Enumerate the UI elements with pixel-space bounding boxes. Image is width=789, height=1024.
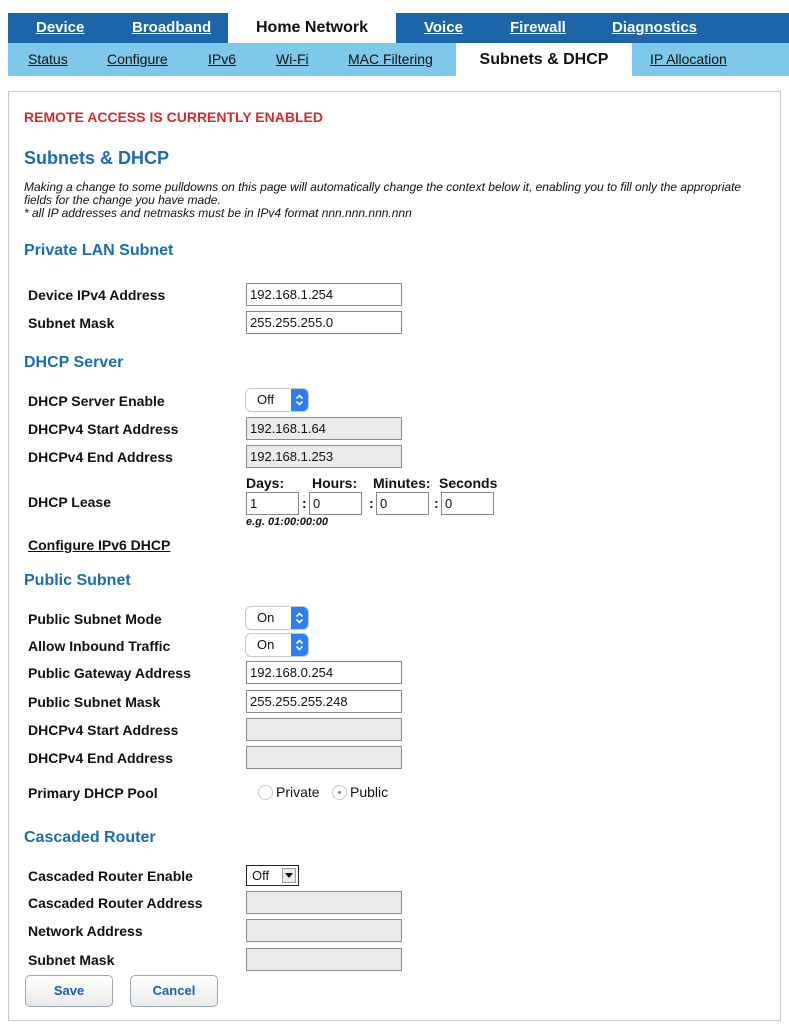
public-mask-label: Public Subnet Mask [28, 694, 161, 710]
lease-example: e.g. 01:00:00:00 [246, 516, 328, 528]
lease-hours-header: Hours: [312, 475, 358, 491]
subnav-subnets-dhcp[interactable]: Subnets & DHCP [456, 43, 632, 76]
subnav-ipv6[interactable]: IPv6 [208, 51, 237, 67]
description-line-1: Making a change to some pulldowns on this page will automatically change the context below it, enabling you to fill only the appropriate fields for the change you have made. [24, 180, 742, 207]
configure-ipv6-dhcp-link[interactable]: Configure IPv6 DHCP [28, 537, 171, 553]
dhcp-enable-label: DHCP Server Enable [28, 393, 165, 409]
inbound-traffic-label: Allow Inbound Traffic [28, 638, 171, 654]
lease-days-input[interactable]: 1 [246, 492, 299, 515]
dhcp-start-input[interactable]: 192.168.1.64 [246, 417, 402, 440]
remote-access-warning: REMOTE ACCESS IS CURRENTLY ENABLED [24, 109, 323, 125]
cascaded-enable-value: Off [252, 868, 270, 883]
inbound-traffic-select[interactable] [246, 634, 308, 656]
topnav-device[interactable]: Device [36, 19, 85, 36]
pool-public-label: Public [350, 784, 389, 800]
topnav-voice[interactable]: Voice [424, 19, 463, 36]
network-address-label: Network Address [28, 923, 143, 939]
public-subnet-heading: Public Subnet [24, 572, 131, 589]
description-line-2: * all IP addresses and netmasks must be in IPv4 format nnn.nnn.nnn.nnn [24, 206, 412, 220]
pool-private-radio[interactable] [258, 785, 273, 800]
dhcp-end-input[interactable]: 192.168.1.253 [246, 445, 402, 468]
lease-minutes-input[interactable]: 0 [376, 492, 429, 515]
public-gateway-input[interactable]: 192.168.0.254 [246, 661, 402, 684]
public-dhcp-start-label: DHCPv4 Start Address [28, 722, 179, 738]
lease-hours-input[interactable]: 0 [309, 492, 362, 515]
public-dhcp-end-input[interactable] [246, 746, 402, 769]
page-title: Subnets & DHCP [24, 148, 170, 168]
dhcp-enable-value: Off [257, 392, 275, 407]
primary-pool-label: Primary DHCP Pool [28, 785, 158, 801]
subnet-mask-input[interactable]: 255.255.255.0 [246, 311, 402, 334]
subnav-configure[interactable]: Configure [107, 51, 168, 67]
topnav-firewall[interactable]: Firewall [510, 19, 566, 36]
lease-minutes-header: Minutes: [373, 475, 431, 491]
cascaded-router-heading: Cascaded Router [24, 829, 156, 846]
subnav-wifi[interactable]: Wi-Fi [276, 51, 309, 67]
cascaded-mask-label: Subnet Mask [28, 952, 115, 968]
topnav-broadband[interactable]: Broadband [132, 19, 212, 36]
subnet-mask-label: Subnet Mask [28, 315, 115, 331]
sub-nav [8, 43, 789, 76]
page-description [24, 181, 764, 220]
public-mode-label: Public Subnet Mode [28, 611, 162, 627]
caret-down-icon [282, 868, 296, 883]
cancel-button[interactable]: Cancel [130, 975, 218, 1007]
subnav-status[interactable]: Status [28, 51, 68, 67]
chevron-updown-icon [291, 389, 308, 411]
content-panel [8, 91, 781, 1021]
public-gateway-label: Public Gateway Address [28, 665, 191, 681]
chevron-updown-icon [291, 634, 308, 656]
lease-separator: : [369, 495, 374, 511]
lease-separator: : [434, 495, 439, 511]
device-ipv4-input[interactable]: 192.168.1.254 [246, 283, 402, 306]
public-mode-value: On [257, 610, 275, 625]
lease-seconds-header: Seconds [439, 475, 498, 491]
pool-public-radio[interactable] [332, 785, 347, 800]
public-dhcp-end-label: DHCPv4 End Address [28, 750, 173, 766]
private-lan-heading: Private LAN Subnet [24, 242, 174, 259]
dhcp-server-heading: DHCP Server [24, 354, 124, 371]
public-mode-select[interactable] [246, 607, 308, 629]
cascaded-address-input[interactable] [246, 891, 402, 914]
lease-days-header: Days: [246, 475, 285, 491]
lease-separator: : [302, 495, 307, 511]
topnav-home-network[interactable]: Home Network [228, 13, 396, 43]
dhcp-start-label: DHCPv4 Start Address [28, 421, 179, 437]
cascaded-enable-select[interactable] [246, 865, 299, 886]
subnav-ip-allocation[interactable]: IP Allocation [650, 51, 727, 67]
cascaded-enable-label: Cascaded Router Enable [28, 868, 193, 884]
pool-private-label: Private [276, 784, 320, 800]
cascaded-mask-input[interactable] [246, 948, 402, 971]
inbound-traffic-value: On [257, 637, 275, 652]
dhcp-lease-label: DHCP Lease [28, 494, 112, 510]
chevron-updown-icon [291, 607, 308, 629]
public-dhcp-start-input[interactable] [246, 718, 402, 741]
lease-seconds-input[interactable]: 0 [441, 492, 494, 515]
topnav-diagnostics[interactable]: Diagnostics [612, 19, 698, 36]
top-nav [8, 13, 789, 43]
radio-selected-dot [338, 791, 341, 794]
network-address-input[interactable] [246, 919, 402, 942]
subnav-mac-filtering[interactable]: MAC Filtering [348, 51, 433, 67]
cascaded-address-label: Cascaded Router Address [28, 895, 203, 911]
device-ipv4-label: Device IPv4 Address [28, 287, 166, 303]
dhcp-enable-select[interactable] [246, 389, 308, 411]
save-button[interactable]: Save [25, 975, 113, 1007]
dhcp-end-label: DHCPv4 End Address [28, 449, 173, 465]
public-mask-input[interactable]: 255.255.255.248 [246, 690, 402, 713]
